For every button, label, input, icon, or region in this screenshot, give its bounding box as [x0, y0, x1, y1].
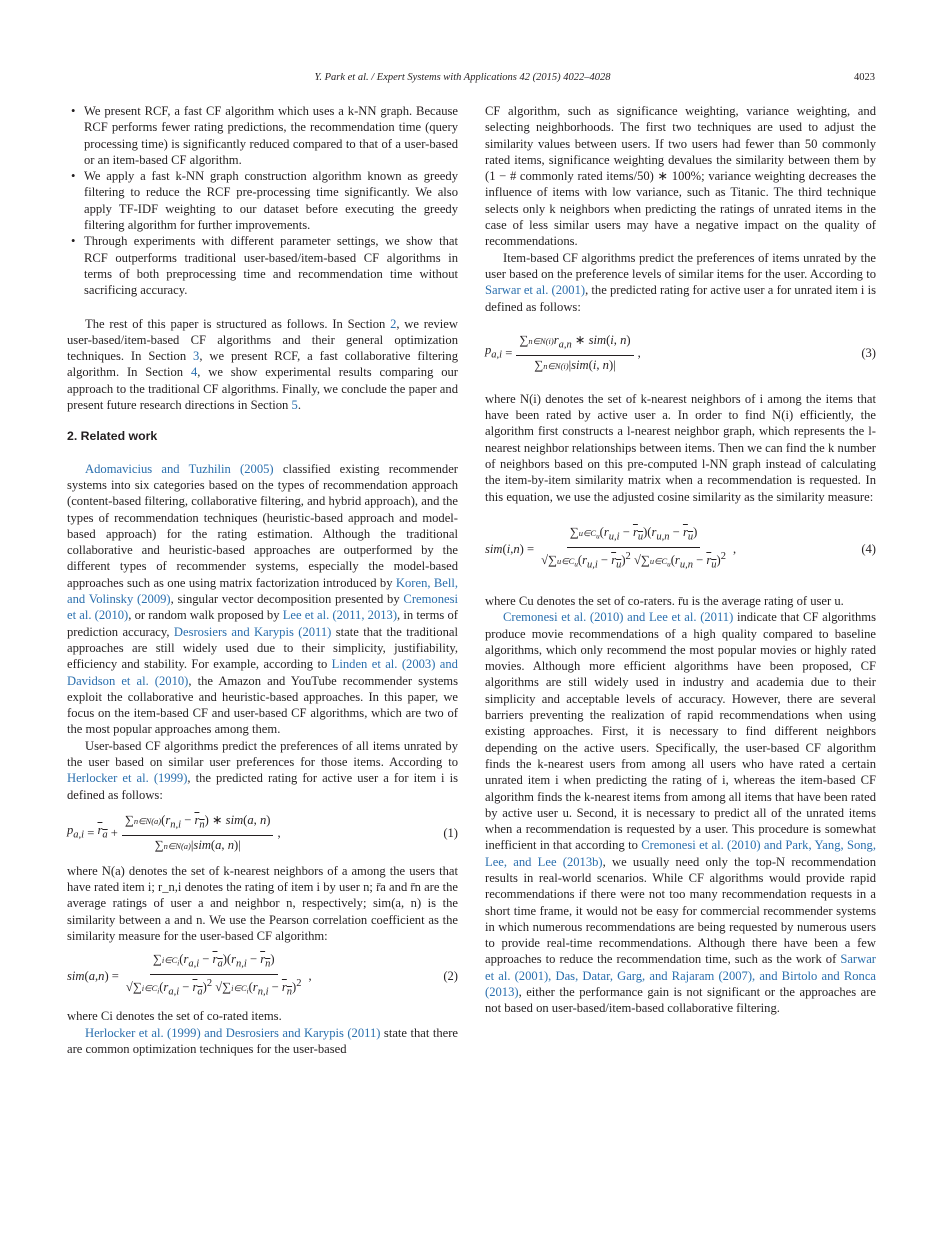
- bullet-item: • Through experiments with different parameter settings, we show that RCF outperforms traditional user-based/item-based CF algorithms in terms of both preprocessing time and recommendation time without sacrificing accuracy.: [67, 233, 458, 298]
- section-link[interactable]: 4: [190, 365, 198, 380]
- equation-number: (2): [443, 969, 458, 984]
- citation-link[interactable]: Cremonesi et al. (2010) and Park, Yang, Song, Lee, and Lee (2013b): [485, 838, 876, 869]
- optimization-continued-paragraph: CF algorithm, such as significance weighting, variance weighting, and selecting neighborhoods. The first two techniques are used to adjust the similarity values between users. If two users had fewer than 50 commonly rated items, significance weighting devalues the similarity between them by (1 − # commonly rated items/50) ∗ 100%; variance weighting decreases the influence of items with low variance, such as Titanic. The third technique selects only k neighbors when predicting the ratings of unrated items in the case of less similar users may have a negative impact on the quality of recommendations.: [485, 104, 876, 249]
- citation-link[interactable]: Cremonesi et al. (2010): [67, 592, 458, 623]
- citation-link[interactable]: Lee et al. (2011, 2013): [282, 608, 398, 623]
- section-link[interactable]: 3: [193, 349, 200, 364]
- equation-1: $p_{a,i}$ = $r_a$ + $\frac{\sum n\in N(a)(r_{n,i} - r_n) ∗ sim(a, n)}{\text{∑n∈N(a)|sim(a, n)|}}$ , (1): [67, 812, 458, 852]
- equation-3-explanation: where N(i) denotes the set of k-nearest neighbors of i among the items that have been rated by active user a. In order to find N(i) efficiently, the algorithm first constructs a l-nearest neighbor graph, which represents the l-nearest neighbor relationships between items. Then we can find the k number of neighbors based on this pre-computed l-NN graph instead of calculating the item-by-item similarity matrix when a recommendation is requested. In this equation, we use the adjusted cosine similarity as the similarity measure:: [485, 391, 876, 504]
- citation-link[interactable]: Herlocker et al. (1999) and Desrosiers and Karypis (2011): [85, 1025, 381, 1040]
- citation-link[interactable]: Adomavicius and Tuzhilin (2005): [85, 461, 274, 476]
- equation-4-explanation: where Cu denotes the set of co-raters. r̄u is the average rating of user u.: [485, 593, 844, 608]
- equation-2: sim ( a , n ) = $\frac{\sum i\in C_i(r_{a,i} - r_a)(r_{n,i} - r_n)}{√\sum i\in C_i(r_{a,i} - r_a)^2 √\sum i\in C_i(r_{n,i} - r_n)^2}$ , (2): [67, 952, 458, 998]
- equation-2-explanation: where Ci denotes the set of co-rated items.: [67, 1009, 282, 1024]
- item-based-paragraph: Item-based CF algorithms predict the preferences of items unrated by the user based on the preference levels of similar items for the user. According to Sarwar et al. (2001), the predicted rating for active user a for unrated item i is defined as follows:: [485, 250, 876, 314]
- citation-link[interactable]: Cremonesi et al. (2010) and Lee et al. (2011): [503, 610, 734, 625]
- page-number: 4023: [854, 72, 875, 83]
- equation-1-explanation: where N(a) denotes the set of k-nearest neighbors of a among the users that have rated item i; r_n,i denotes the rating of item i by user n; r̄a and r̄n are the average ratings of user a and neighbor n, respectively; sim(a, n) is the similarity between a and n. We use the Pearson correlation coefficient as the similarity measure for the user-based CF algorithm:: [67, 863, 458, 944]
- optimization-paragraph: Herlocker et al. (1999) and Desrosiers and Karypis (2011) state that there are common optimization techniques for the user-based: [67, 1025, 458, 1056]
- citation-link[interactable]: Koren, Bell, and Volinsky (2009): [67, 575, 459, 607]
- barriers-paragraph: Cremonesi et al. (2010) and Lee et al. (2011) indicate that CF algorithms produce movie recommendations of a high quality compared to baseline algorithms, which only recommend the most popular movies or highly rated movies. Although more efficient algorithms have been proposed, CF algorithms are still widely used in industry and academia due to their simplicity and acceptable levels of accuracy. However, there are several barriers preventing the realization of rapid recommendations when using existing approaches. First, it is necessary to find different neighbors depending on the active users. Specifically, the user-based CF algorithm finds the k-nearest users from among all users who have rated a certain unrated item i when predicting the rating of i, whereas the item-based CF algorithm finds the k-nearest items from among all items that have been rated by active user u. Second, it is necessary to predict all of the unrated items when a recommendation is requested by a user. This procedure is somewhat inefficient in that according to Cremonesi et al. (2010) and Park, Yang, Song, Lee, and Lee (2013b), we usually need only the top-N recommendation results in real-world scenarios. While CF algorithms would provide rapid recommendations if there were not too many recommendation requests in a short time frame, it would not be easy for commercial recommender systems in which numerous recommendations are being requested by numerous users to provide real-time recommendations. Although there have been a few approaches to reduce the recommendation time, such as the work of Sarwar et al. (2001), Das, Datar, Garg, and Rajaram (2007), and Birtolo and Ronca (2013), either the performance gain is not significant or the approaches are not based on user-based/item-based collaborative filtering.: [485, 610, 876, 1016]
- citation-link[interactable]: Sarwar et al. (2001): [485, 283, 586, 298]
- citation-link[interactable]: Sarwar et al. (2001), Das, Datar, Garg, and Rajaram (2007), and Birtolo and Ronca (2013): [485, 952, 876, 1000]
- bullet-item: • We apply a fast k-NN graph construction algorithm known as greedy filtering to reduce the RCF pre-processing time significantly. We also apply TF-IDF weighting to our dataset before executing the greedy filtering algorithm for further improvements.: [67, 168, 458, 233]
- right-column: [485, 103, 876, 1017]
- citation-link[interactable]: Herlocker et al. (1999): [67, 771, 188, 786]
- citation-link[interactable]: Desrosiers and Karypis (2011): [173, 624, 332, 639]
- section-heading: 2. Related work: [67, 429, 158, 444]
- section-link[interactable]: 5: [291, 398, 298, 413]
- equation-number: (1): [443, 825, 458, 840]
- related-work-paragraph: Adomavicius and Tuzhilin (2005) classified existing recommender systems into six categories based on the types of recommendation approach (content-based filtering, collaborative filtering, and hybrid approach), and the types of recommendation techniques (heuristic-based approach and model-based approach) for the rating estimation. Although the traditional collaborative and heuristic-based approaches are outperformed by the different types of recommender systems, especially the model-based approaches such as one using matrix factorization introduced by Koren, Bell, and Volinsky (2009), singular vector decomposition presented by Cremonesi et al. (2010), or random walk proposed by Lee et al. (2011, 2013), in terms of prediction accuracy, Desrosiers and Karypis (2011) state that the traditional approaches are still widely used due to their simplicity, justifiability, efficiency and stability. For example, according to Linden et al. (2003) and Davidson et al. (2010), the Amazon and YouTube recommender systems exploit the collaborative and heuristic-based approaches. In this paper, we focus on the item-based CF and user-based CF algorithms, which are two of the most popular approaches among them.: [67, 461, 459, 737]
- running-title: Y. Park et al. / Expert Systems with Applications 42 (2015) 4022–4028: [314, 72, 611, 83]
- equation-3: $p_{a,i}$ = $\frac{\sum n\in N(i)r_{a,n} ∗ sim(i, n)}{\text{∑n∈N(i)|sim(i, n)|}}$ , (3): [485, 332, 876, 372]
- bullet-item: • We present RCF, a fast CF algorithm which uses a k-NN graph. Because RCF performs fewer rating predictions, the recommendation time (query processing time) is significantly reduced compared to that of a user-based or an item-based CF algorithm.: [67, 103, 458, 168]
- section-link[interactable]: 2: [390, 316, 397, 331]
- user-based-paragraph: User-based CF algorithms predict the preferences of all items unrated by the user based on similar user preferences for those items. According to Herlocker et al. (1999), the predicted rating for active user a for item i is defined as follows:: [67, 738, 458, 802]
- left-column: [67, 103, 458, 1057]
- equation-number: (4): [861, 541, 876, 556]
- paper-structure-paragraph: The rest of this paper is structured as follows. In Section 2, we review user-based/item-based CF algorithms and their general optimization techniques. In Section 3, we present RCF, a fast collaborative filtering algorithm. In Section 4, we show experimental results comparing our approach to the traditional CF algorithms. Finally, we conclude the paper and present future research directions in Section 5.: [67, 316, 459, 413]
- equation-number: (3): [861, 345, 876, 360]
- citation-link[interactable]: Linden et al. (2003) and Davidson et al. (2010): [67, 657, 458, 688]
- equation-4: sim ( i , n ) = $\frac{\sum u\in C_u(r_{u,i} - r_u)(r_{u,n} - r_u)}{√\sum u\in C_u(r_{u,i} - r_u)^2 √\sum u\in C_u(r_{u,n} - r_u)^2}$ , (4): [485, 525, 876, 571]
